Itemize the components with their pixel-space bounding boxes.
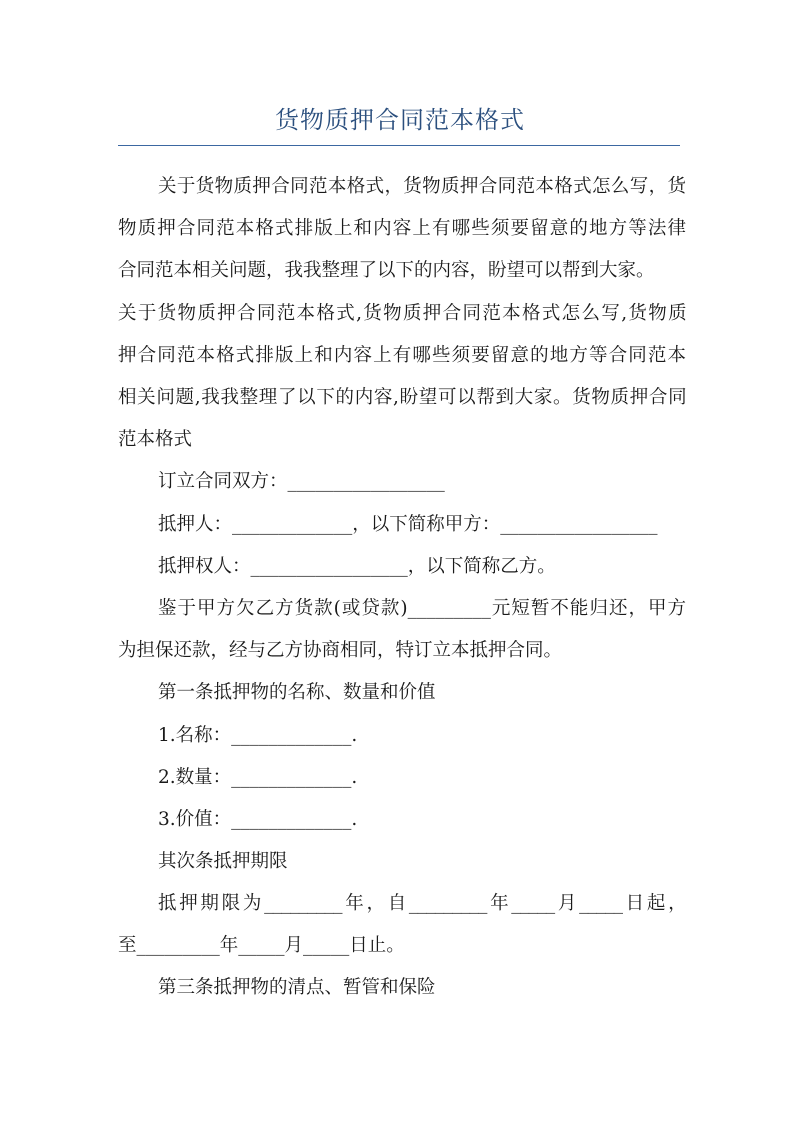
term-line: 抵押期限为_________年，自_________年_____月_____日起， [158, 893, 686, 914]
document-title: 货物质押合同范本格式 [275, 106, 525, 134]
paragraph-line: 合同范本相关问题，我我整理了以下的内容，盼望可以帮到大家。 [118, 260, 655, 281]
paragraph-line: 相关问题,我我整理了以下的内容,盼望可以帮到大家。货物质押合同 [118, 387, 686, 408]
paragraph-line: 押合同范本格式排版上和内容上有哪些须要留意的地方等合同范本 [118, 345, 686, 366]
term-line: 至_________年_____月_____日止。 [118, 935, 405, 956]
article-heading: 第三条抵押物的清点、暂管和保险 [158, 977, 436, 998]
clause-quantity: 2.数量：_____________. [158, 767, 358, 788]
paragraph-line: 关于货物质押合同范本格式,货物质押合同范本格式怎么写,货物质 [118, 303, 686, 324]
article-heading: 第一条抵押物的名称、数量和价值 [158, 682, 436, 703]
paragraph-line: 范本格式 [118, 429, 193, 450]
clause-value: 3.价值：_____________. [158, 809, 358, 830]
paragraph-line: 关于货物质押合同范本格式，货物质押合同范本格式怎么写，货 [158, 176, 686, 197]
preamble-line: 鉴于甲方欠乙方货款(或贷款)_________元短暂不能归还，甲方 [158, 598, 686, 619]
contract-parties-line: 订立合同双方：_________________ [158, 471, 445, 492]
title-underline [118, 145, 680, 146]
paragraph-line: 物质押合同范本格式排版上和内容上有哪些须要留意的地方等法律 [118, 218, 686, 239]
article-heading: 其次条抵押期限 [158, 851, 288, 872]
mortgagor-line: 抵押人：_____________，以下简称甲方：_________________ [158, 514, 658, 535]
preamble-line: 为担保还款，经与乙方协商相同，特订立本抵押合同。 [118, 640, 563, 661]
clause-name: 1.名称：_____________. [158, 725, 358, 746]
mortgagee-line: 抵押权人：_________________，以下简称乙方。 [158, 556, 556, 577]
